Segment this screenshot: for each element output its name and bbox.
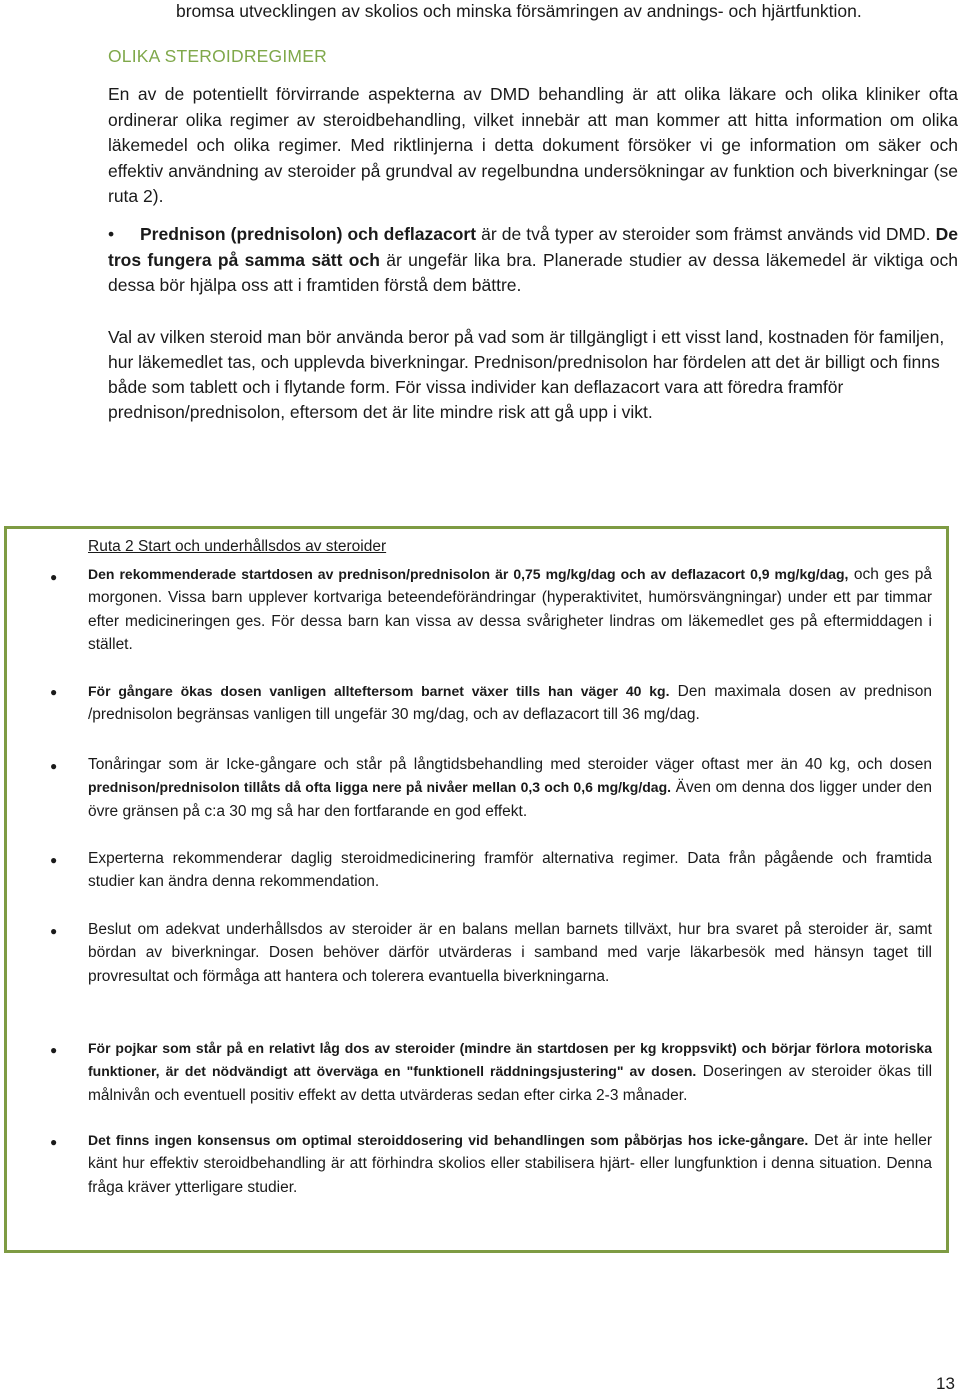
box-item-6-text: Doseringen av steroider ökas till målnivån och eventuell positiv effekt av detta utvärderas sedan efter cirka 2-3 månader. (88, 1063, 933, 1104)
section-title: OLIKA STEROIDREGIMER (108, 46, 327, 66)
paragraph-intro-a: En av de potentiellt förvirrande aspekterna av DMD behandling är att olika läkare och olika kliniker ofta ordinerar olika regimer av steroidbehandling, vilket innebär att man kommer att hitta information om olika läkemedel och olika regimer. (108, 84, 958, 155)
box-item-3-bold: prednison/prednisolon tillåts då ofta ligga nere på nivåer mellan 0,3 och 0,6 mg/kg/dag. (88, 779, 672, 796)
box-item-3-pre: Tonåringar som är Icke-gångare och står på långtidsbehandling med steroider väger oftast mer än 40 kg, och dosen (88, 756, 932, 773)
page-number: 13 (936, 1374, 955, 1393)
paragraph-intro (108, 82, 958, 210)
top-line-text: bromsa utvecklingen av skolios och minska försämringen av andnings- och hjärtfunktion. (176, 1, 862, 21)
box-item-2-text: Den maximala dosen av prednison /prednisolon begränsas vanligen till ungefär 30 mg/dag, och av deflazacort till 36 mg/dag. (88, 683, 932, 724)
box-bullet-7: ● (50, 1135, 58, 1149)
box-item-4-text: Experterna rekommenderar daglig steroidmedicinering framför alternativa regimer. Data från pågående och framtida studier kan ändra denna rekommendation. (88, 850, 932, 891)
bullet-text-2: är ungefär lika bra. Planerade studier av dessa läkemedel är viktiga och dessa bör hjälpa oss att i framtiden förstå dem bättre. (108, 249, 958, 295)
box-item-2 (88, 680, 932, 727)
box-bullet-6: ● (50, 1043, 58, 1057)
box-item-7-bold: Det finns ingen konsensus om optimal steroiddosering vid behandlingen som påbörjas hos icke-gångare. (88, 1132, 809, 1148)
bullet-bold-1: Prednison (prednisolon) och deflazacort (140, 224, 477, 244)
box-item-1 (88, 563, 932, 656)
box-item-5 (88, 918, 932, 988)
box-item-5-text: Beslut om adekvat underhållsdos av steroider är en balans mellan barnets tillväxt, hur bra svaret på steroider är, samt bördan av biverkningar. Dosen behöver därför utvärderas i samband med varje läkarbesök med hänsyn taget till provresultat och förmåga att hantera och tolerera evantuella biverkningarna. (88, 921, 932, 985)
box-item-1-text: och ges på morgonen. Vissa barn upplever kortvariga beteendeförändringar (hyperaktivitet, humörsvängningar) under ett par timmar efter medicineringen ges. För dessa barn kan vissa av dessa svårigheter lindras om läkemedlet ges på eftermiddagen i stället. (88, 566, 932, 653)
box-bullet-5: ● (50, 924, 58, 938)
paragraph-intro-b: Med riktlinjerna i detta dokument försöker vi ge information om säker och effektiv användning av steroider på grundval av regelbundna undersökningar av funktion och biverkningar (se ruta 2). (108, 135, 958, 206)
box-bullet-1: ● (50, 570, 58, 584)
box-item-3 (88, 753, 932, 823)
box-bullet-4: ● (50, 853, 58, 867)
box-item-1-bold: Den rekommenderade startdosen av prednison/prednisolon är 0,75 mg/kg/dag och av deflazacort 0,9 mg/kg/dag, (88, 566, 849, 582)
box-bullet-3: ● (50, 759, 58, 773)
box-item-4 (88, 847, 932, 894)
bullet-text-1: är de två typer av steroider som främst används vid DMD. (476, 224, 936, 244)
bullet-marker: • (108, 224, 115, 244)
box-item-7-text: Det är inte heller känt hur effektiv steroidbehandling är att förhindra skolios eller stabilisera hjärt- eller lungfunktion i denna situation. Denna fråga kräver ytterligare studier. (88, 1132, 933, 1196)
box-bullet-2: ● (50, 685, 58, 699)
box-item-6-bold: För pojkar som står på en relativt låg dos av steroider (mindre än startdosen per kg kroppsvikt) och börjar förlora motoriska funktioner, är det nödvändigt att överväga en "funktionell räddningsjustering" av dosen. (88, 1040, 932, 1080)
box-item-2-bold: För gångare ökas dosen vanligen allteftersom barnet växer tills han väger 40 kg. (88, 683, 670, 699)
box-title: Ruta 2 Start och underhållsdos av steroider (88, 538, 387, 555)
bullet-bold-2: De tros fungera på samma sätt och (108, 224, 958, 270)
box-item-6 (88, 1037, 932, 1107)
paragraph-choice: Val av vilken steroid man bör använda beror på vad som är tillgängligt i ett visst land, kostnaden för familjen, hur läkemedlet tas, och upplevda biverkningar. Prednison/prednisolon har fördelen att det är billigt och finns både som tablett och i flytande form. För vissa individer kan deflazacort vara att föredra framför prednison/prednisolon, eftersom det är lite mindre risk att gå upp i vikt. (108, 327, 945, 422)
box-item-3-text: Även om denna dos ligger under den övre gränsen på c:a 30 mg så har den fortfarande en god effekt. (88, 779, 932, 820)
bullet-steroid-types (108, 222, 958, 299)
box-item-7 (88, 1129, 932, 1199)
